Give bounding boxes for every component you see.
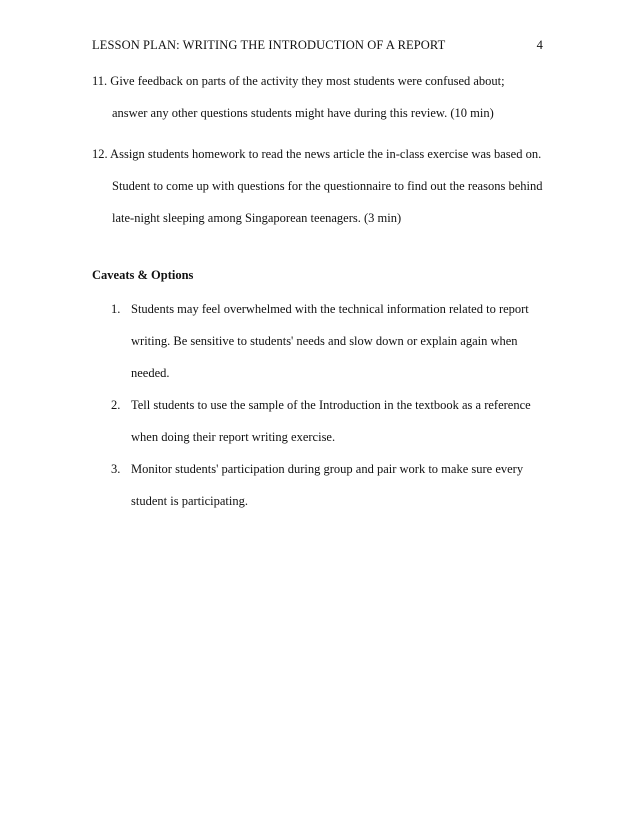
page-number: 4 — [536, 38, 543, 52]
caveat-marker-1: 1. — [111, 302, 121, 316]
step-11-line-2: answer any other questions students might have during this review. (10 min) — [112, 106, 494, 120]
caveat-2-line-2: when doing their report writing exercise. — [131, 430, 336, 444]
caveats-list — [111, 293, 541, 517]
caveat-2-line-1: Tell students to use the sample of the Introduction in the textbook as a reference — [131, 398, 531, 412]
step-12 — [92, 138, 552, 234]
caveat-1-line-1: Students may feel overwhelmed with the technical information related to report — [131, 302, 529, 316]
step-12-line-1: 12. Assign students homework to read the news article the in-class exercise was based on. — [92, 147, 542, 161]
caveats-heading: Caveats & Options — [92, 268, 194, 282]
running-header — [92, 38, 543, 56]
caveat-1-line-3: needed. — [131, 366, 170, 380]
caveat-item-1 — [111, 293, 541, 389]
caveat-item-3 — [111, 453, 541, 517]
caveat-3-line-1: Monitor students' participation during group and pair work to make sure every — [131, 462, 524, 476]
step-11-line-1: 11. Give feedback on parts of the activity they most students were confused about; — [92, 74, 505, 88]
step-12-line-3: late-night sleeping among Singaporean teenagers. (3 min) — [112, 211, 402, 225]
header-title: LESSON PLAN: WRITING THE INTRODUCTION OF A REPORT — [92, 38, 446, 52]
caveat-marker-2: 2. — [111, 398, 121, 412]
step-11 — [92, 65, 552, 129]
caveat-3-line-2: student is participating. — [131, 494, 248, 508]
step-12-line-2: Student to come up with questions for the questionnaire to find out the reasons behind — [112, 179, 543, 193]
caveat-item-2 — [111, 389, 541, 453]
caveat-marker-3: 3. — [111, 462, 121, 476]
caveat-1-line-2: writing. Be sensitive to students' needs and slow down or explain again when — [131, 334, 518, 348]
